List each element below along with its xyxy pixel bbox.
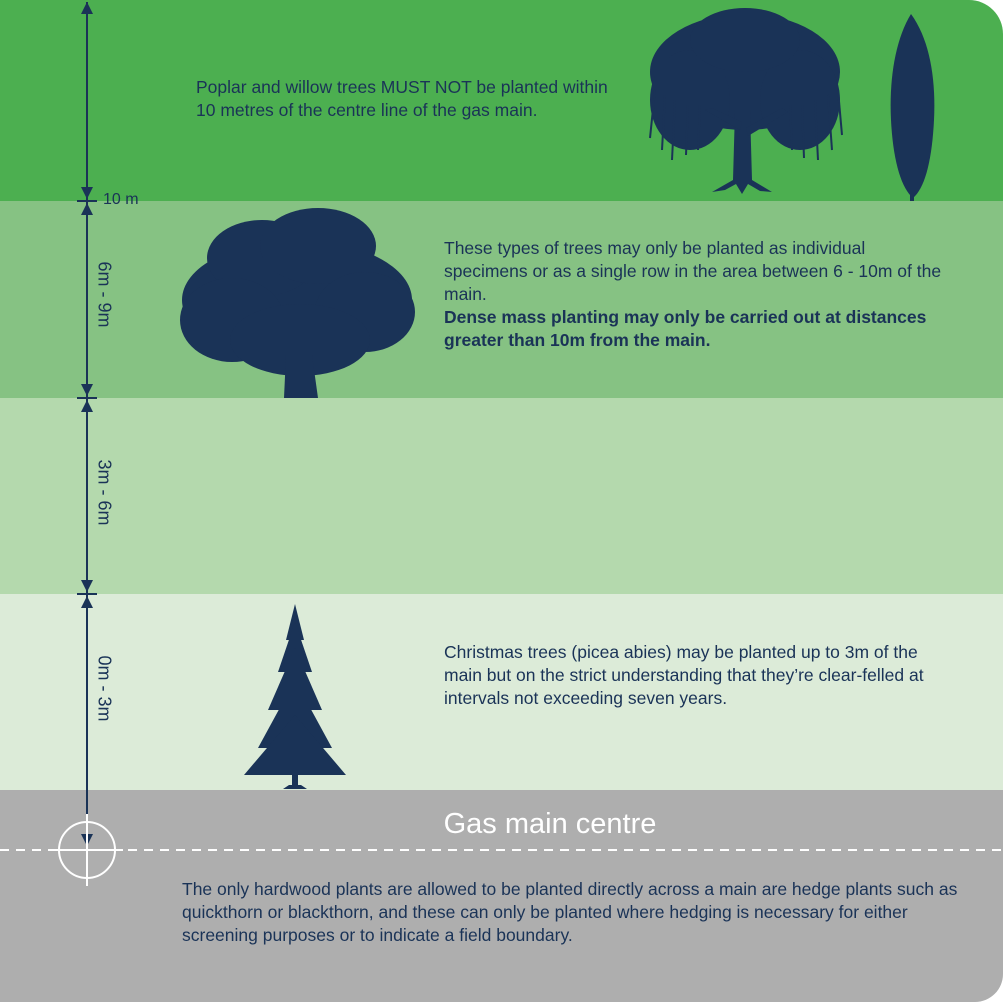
zone-label-0-3m: 0m - 3m [94, 655, 115, 722]
willow-tree-icon [650, 8, 842, 194]
hardwood-hedge-note: The only hardwood plants are allowed to be planted directly across a main are hedge plants such as quickthorn or blackthorn, and these can only be planted where hedging is necessary for either screening purposes or to indicate a field boundary. [182, 879, 958, 945]
individual-trees-text: These types of trees may only be planted as individual specimens or as a single row in the area between 6 - 10m of the main. [444, 238, 942, 304]
christmas-tree-icon [244, 604, 346, 789]
christmas-trees-note: Christmas trees (picea abies) may be planted up to 3m of the main but on the strict understanding that they’re clear-felled at intervals not exceeding seven years. [444, 642, 924, 708]
poplar-willow-note: Poplar and willow trees MUST NOT be planted within 10 metres of the centre line of the gas main. [196, 77, 608, 120]
gas-main-centre-label: Gas main centre [443, 808, 657, 840]
zone-label-10m: 10 m [103, 191, 139, 208]
dense-planting-text: Dense mass planting may only be carried out at distances greater than 10m from the main. [444, 307, 927, 350]
zone-label-3-6m: 3m - 6m [94, 459, 115, 526]
individual-trees-note [444, 237, 944, 352]
zone-label-6-9m: 6m - 9m [94, 261, 115, 328]
gas-main-crosshair-icon [51, 814, 123, 886]
poplar-tree-icon [891, 14, 935, 201]
broadleaf-tree-icon [180, 208, 415, 398]
